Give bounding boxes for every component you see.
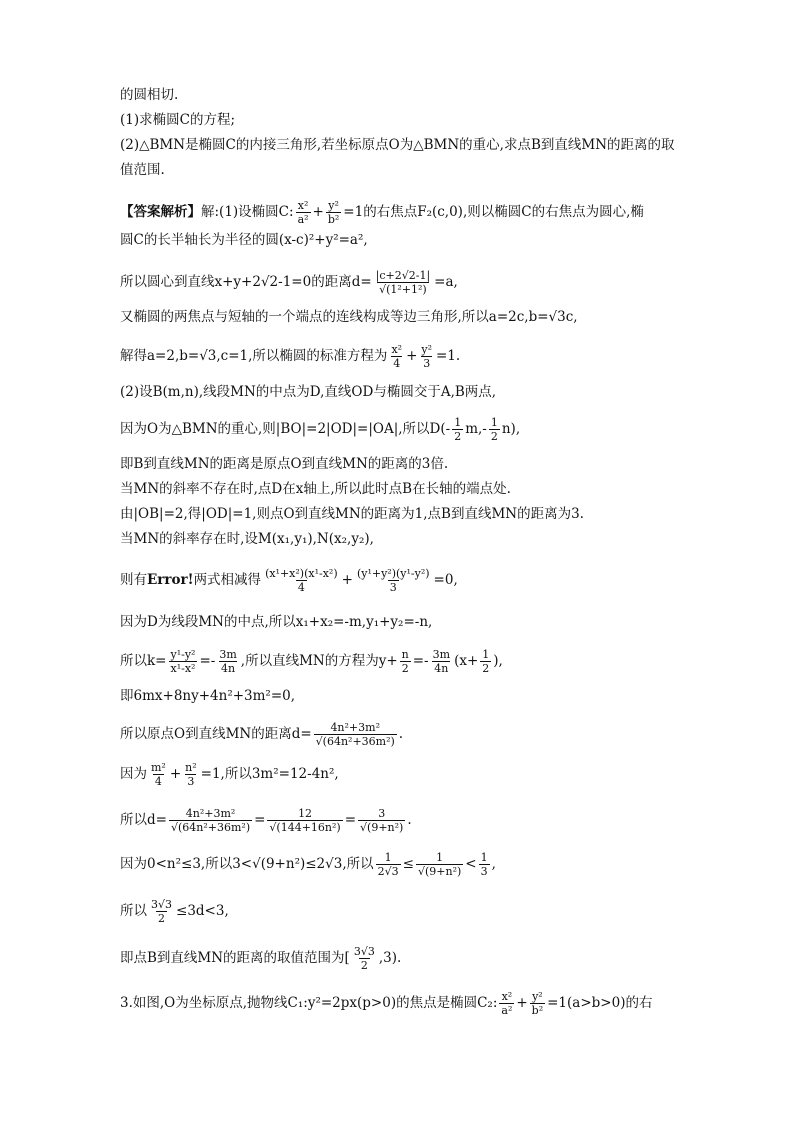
fraction — [149, 761, 168, 788]
text-segment: + — [169, 766, 182, 782]
text-segment: < — [465, 856, 477, 872]
text-segment: 值范围. — [120, 162, 165, 178]
fraction-numerator: (x¹+x²)(x¹-x²) — [265, 566, 338, 580]
text-segment: m,- — [465, 421, 487, 437]
fraction — [149, 898, 174, 925]
fraction-denominator: 2 — [158, 911, 165, 925]
text-line — [120, 453, 448, 475]
text-line — [120, 415, 521, 443]
text-segment: 当MN的斜率不存在时,点D在x轴上,所以此时点B在长轴的端点处. — [120, 481, 511, 497]
text-segment: 两式相减得 — [193, 572, 262, 588]
text-segment: 的圆相切. — [120, 87, 179, 103]
text-segment: (2)△BMN是椭圆C的内接三角形,若坐标原点O为△BMN的重心,求点B到直线MN的距离的取 — [120, 137, 675, 153]
text-segment: =1的右焦点F₂(c,0),则以椭圆C的右焦点为圆心,椭 — [343, 204, 644, 220]
text-line — [120, 528, 374, 550]
fraction — [169, 807, 252, 834]
fraction — [416, 851, 463, 878]
text-line — [120, 760, 339, 788]
text-segment: 圆C的长半轴长为半径的圆(x-c)²+y²=a², — [120, 232, 368, 248]
fraction-numerator: (y¹+y²)(y¹-y²) — [356, 566, 430, 580]
fraction-denominator: 4 — [393, 356, 401, 370]
fraction — [374, 269, 433, 296]
text-segment: (1)求椭圆C的方程; — [120, 112, 236, 128]
text-segment: 所以 — [120, 903, 147, 919]
fraction — [358, 807, 405, 834]
text-segment: 即6mx+8ny+4n²+3m²=0, — [120, 688, 296, 704]
text-segment: = — [254, 812, 266, 828]
fraction — [352, 945, 377, 972]
text-segment: 解得a=2,b=√3,c=1,所以椭圆的标准方程为 — [120, 348, 388, 364]
fraction-numerator: 3√3 — [353, 944, 375, 958]
fraction-denominator: 3 — [187, 774, 195, 788]
text-segment: ,3). — [378, 950, 402, 966]
text-line — [120, 806, 412, 834]
text-segment: (2)设B(m,n),线段MN的中点为D,直线OD与椭圆交于A,B两点, — [120, 384, 497, 400]
fraction-numerator: 1 — [384, 850, 392, 864]
text-line — [120, 84, 178, 106]
text-segment: 即B到直线MN的距离是原点O到直线MN的距离的3倍. — [120, 456, 449, 472]
bold-text: 【答案解析】 — [120, 204, 201, 220]
text-line — [120, 381, 496, 403]
text-segment: =1. — [436, 348, 461, 364]
fraction-numerator: n² — [185, 760, 197, 774]
text-segment: 因为D为线段MN的中点,所以x₁+x₂=-m,y₁+y₂=-n, — [120, 614, 433, 630]
fraction-numerator: 1 — [482, 647, 490, 661]
text-line — [120, 503, 584, 525]
fraction-numerator: m² — [151, 760, 166, 774]
text-segment: =1,所以3m²=12-4n², — [200, 766, 339, 782]
text-segment: 又椭圆的两焦点与短轴的一个端点的连线构成等边三角形,所以a=2c,b=√3c, — [120, 309, 578, 325]
fraction-denominator: b² — [531, 1003, 544, 1017]
fraction — [217, 648, 238, 675]
fraction-denominator: 3 — [480, 864, 488, 878]
fraction-numerator: n — [401, 647, 409, 661]
text-segment: 则有 — [120, 572, 147, 588]
text-line — [120, 720, 404, 748]
fraction-numerator: 1 — [490, 415, 498, 429]
text-segment: 即点B到直线MN的距离的取值范围为[ — [120, 950, 350, 966]
text-line — [120, 647, 503, 675]
text-segment: ≤3d<3, — [176, 903, 229, 919]
fraction-numerator: y² — [328, 198, 339, 212]
text-segment: ≤ — [402, 856, 414, 872]
text-segment: 所以d= — [120, 812, 167, 828]
fraction — [452, 416, 463, 443]
text-line — [120, 611, 432, 633]
fraction-numerator: x² — [297, 198, 309, 212]
text-segment: 因为O为△BMN的重心,则|BO|=2|OD|=|OA|,所以D(- — [120, 421, 451, 437]
text-segment: 所以原点O到直线MN的距离d= — [120, 726, 312, 742]
fraction-denominator: 4n — [221, 661, 236, 675]
fraction-numerator: 3m — [219, 647, 237, 661]
bold-text: Error! — [147, 572, 194, 588]
fraction-numerator: 1 — [454, 415, 462, 429]
fraction-numerator: 3 — [378, 806, 386, 820]
fraction — [499, 990, 514, 1017]
text-line — [120, 850, 496, 878]
fraction — [263, 567, 340, 594]
fraction-numerator: x² — [391, 342, 403, 356]
fraction — [400, 648, 411, 675]
text-segment: = — [344, 812, 357, 828]
fraction-denominator: 2 — [401, 661, 409, 675]
fraction — [326, 199, 341, 226]
fraction-denominator: 4 — [297, 580, 305, 594]
fraction-denominator: √(9+n²) — [417, 864, 462, 878]
text-segment: ), — [493, 653, 503, 669]
fraction — [480, 648, 491, 675]
fraction-numerator: 1 — [436, 850, 444, 864]
fraction-denominator: a² — [501, 1003, 513, 1017]
fraction-numerator: 4n²+3m² — [185, 806, 236, 820]
text-segment: =1(a>b>0)的右 — [547, 995, 653, 1011]
fraction-denominator: 2 — [490, 429, 498, 443]
fraction-denominator: b² — [327, 212, 340, 226]
text-line — [120, 306, 578, 328]
text-line — [120, 134, 675, 156]
fraction-denominator: √(1²+1²) — [379, 282, 427, 296]
fraction — [355, 567, 432, 594]
text-segment: n), — [501, 421, 521, 437]
fraction — [489, 416, 500, 443]
text-segment: ,所以直线MN的方程为y+ — [240, 653, 398, 669]
fraction — [431, 648, 452, 675]
text-line — [120, 478, 511, 500]
fraction-denominator: 2 — [360, 958, 368, 972]
fraction-denominator: √(64n²+36m²) — [315, 734, 395, 748]
fraction-numerator: 4n²+3m² — [330, 720, 380, 734]
text-line — [120, 229, 368, 251]
text-segment: + — [406, 348, 418, 364]
fraction — [419, 343, 434, 370]
fraction-numerator: 1 — [480, 850, 488, 864]
text-line — [120, 989, 653, 1017]
fraction-numerator: 12 — [298, 806, 313, 820]
fraction-denominator: 2√3 — [377, 864, 399, 878]
fraction-denominator: 2 — [482, 661, 490, 675]
text-line — [120, 566, 458, 594]
fraction — [183, 761, 199, 788]
text-segment: =a, — [434, 274, 458, 290]
text-line — [120, 342, 461, 370]
text-segment: 解:(1)设椭圆C: — [201, 204, 294, 220]
fraction-denominator: 2 — [454, 429, 462, 443]
fraction-denominator: √(144+16n²) — [269, 820, 341, 834]
text-segment: 所以圆心到直线x+y+2√2-1=0的距离d= — [120, 274, 372, 290]
fraction — [314, 721, 397, 748]
fraction-denominator: 3 — [389, 580, 397, 594]
fraction-numerator: x² — [501, 989, 513, 1003]
fraction — [296, 199, 311, 226]
fraction-denominator: a² — [297, 212, 309, 226]
text-line — [120, 685, 295, 707]
fraction-numerator: y² — [532, 989, 543, 1003]
text-segment: 当MN的斜率存在时,设M(x₁,y₁),N(x₂,y₂), — [120, 531, 374, 547]
fraction-denominator: 3 — [423, 356, 431, 370]
fraction-numerator: |c+2√2-1| — [375, 268, 431, 282]
text-segment: 因为0<n²≤3,所以3<√(9+n²)≤2√3,所以 — [120, 856, 374, 872]
fraction-denominator: x¹-x² — [170, 661, 196, 675]
text-segment: 因为 — [120, 766, 147, 782]
text-line — [120, 159, 165, 181]
text-segment: 由|OB|=2,得|OD|=1,则点O到直线MN的距离为1,点B到直线MN的距离为3. — [120, 506, 584, 522]
text-segment: =0, — [433, 572, 458, 588]
text-line — [120, 944, 402, 972]
fraction-denominator: 4 — [154, 774, 162, 788]
fraction — [479, 851, 490, 878]
fraction-numerator: y¹-y² — [170, 647, 196, 661]
fraction-denominator: √(9+n²) — [360, 820, 404, 834]
text-line — [120, 198, 644, 226]
fraction — [530, 990, 545, 1017]
fraction-numerator: 3√3 — [151, 897, 173, 911]
fraction — [389, 343, 404, 370]
text-segment: 3.如图,O为坐标原点,抛物线C₁:y²=2px(p>0)的焦点是椭圆C₂: — [120, 995, 498, 1011]
text-segment: =- — [199, 653, 216, 669]
text-segment: . — [407, 812, 412, 828]
text-segment: (x+ — [454, 653, 479, 669]
text-segment: + — [516, 995, 528, 1011]
text-segment: 所以k= — [120, 653, 167, 669]
text-segment: . — [398, 726, 404, 742]
text-segment: =- — [412, 653, 429, 669]
fraction-numerator: 3m — [432, 647, 451, 661]
text-segment: , — [491, 856, 496, 872]
fraction-denominator: 4n — [434, 661, 449, 675]
text-segment: + — [341, 572, 353, 588]
text-segment: + — [312, 204, 324, 220]
text-line — [120, 268, 458, 296]
text-line — [120, 897, 229, 925]
fraction — [376, 851, 401, 878]
fraction-denominator: √(64n²+36m²) — [170, 820, 251, 834]
text-line — [120, 109, 235, 131]
fraction — [267, 807, 342, 834]
fraction — [169, 648, 198, 675]
fraction-numerator: y² — [421, 342, 432, 356]
